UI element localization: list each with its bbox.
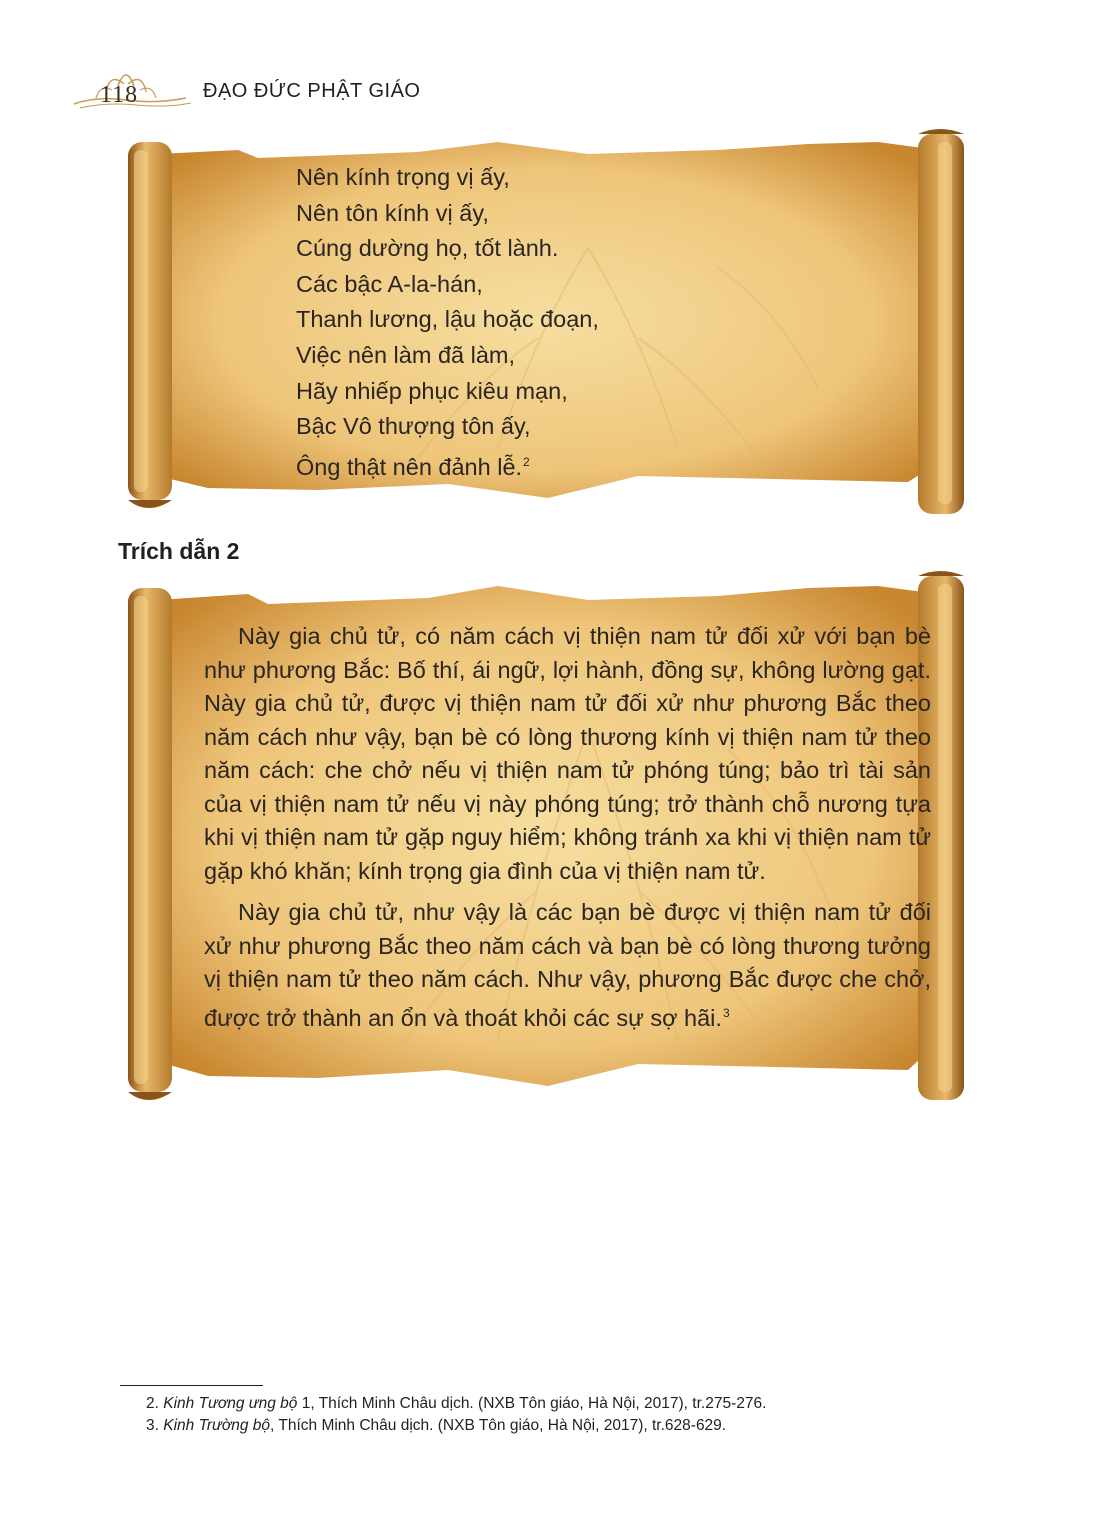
poem-line: Thanh lương, lậu hoặc đoạn,	[296, 306, 599, 333]
poem-line: Các bậc A-la-hán,	[296, 270, 483, 297]
footnote-number: 3.	[146, 1417, 159, 1434]
page-number: 118	[100, 82, 139, 108]
footnote-text: 1, Thích Minh Châu dịch. (NXB Tôn giáo, Hà Nội, 2017), tr.275-276.	[297, 1395, 767, 1412]
section-heading: Trích dẫn 2	[118, 538, 240, 564]
footnotes	[146, 1393, 766, 1437]
poem-line: Nên kính trọng vị ấy,	[296, 164, 510, 190]
footnote-title: Kinh Tương ưng bộ	[163, 1395, 298, 1412]
quote-paragraph: Này gia chủ tử, có năm cách vị thiện nam tử đối xử với bạn bè như phương Bắc: Bố thí, ái ngữ, lợi hành, đồng sự, không lường gạt. Này gia chủ tử, được vị thiện nam tử đối xử như phương Bắc theo năm cách như vậy, bạn bè có lòng thương kính vị thiện nam tử theo năm cách: che chở nếu vị thiện nam tử phóng túng; bảo trì tài sản của vị thiện nam tử nếu vị này phóng túng; trở thành chỗ nương tựa khi vị thiện nam tử gặp nguy hiểm; không tránh xa khi vị thiện nam tử gặp khó khăn; kính trọng gia đình của vị thiện nam tử.	[204, 623, 931, 884]
footnote-divider	[120, 1385, 263, 1386]
footnote-item	[146, 1393, 766, 1415]
poem-line: Nên tôn kính vị ấy,	[296, 199, 489, 226]
parchment-scroll-1	[118, 128, 984, 518]
poem-line: Việc nên làm đã làm,	[296, 341, 516, 368]
quote-text	[204, 620, 931, 1043]
footnote-ref[interactable]: 2	[523, 454, 530, 469]
quote-paragraph-last	[204, 896, 931, 1035]
poem-line: Hãy nhiếp phục kiêu mạn,	[296, 377, 568, 404]
poem-line: Ông thật nên đảnh lễ.	[296, 453, 523, 480]
page-header	[66, 58, 486, 118]
parchment-scroll-2	[118, 570, 984, 1110]
quote-paragraph: Này gia chủ tử, như vậy là các bạn bè được vị thiện nam tử đối xử như phương Bắc theo năm cách và bạn bè có lòng thương tưởng vị thiện nam tử theo năm cách. Như vậy, phương Bắc được che chở, được trở thành an ổn và thoát khỏi các sự sợ hãi.	[204, 899, 931, 1031]
footnote-number: 2.	[146, 1395, 159, 1412]
poem-line-last	[296, 445, 599, 486]
poem-verse	[296, 160, 599, 485]
footnote-title: Kinh Trường bộ	[163, 1417, 271, 1434]
poem-line: Cúng dường họ, tốt lành.	[296, 235, 559, 262]
footnote-text: , Thích Minh Châu dịch. (NXB Tôn giáo, Hà Nội, 2017), tr.628-629.	[270, 1417, 727, 1434]
book-title: ĐẠO ĐỨC PHẬT GIÁO	[203, 80, 421, 102]
footnote-ref[interactable]: 3	[722, 1005, 730, 1020]
footnote-item	[146, 1415, 766, 1437]
poem-line: Bậc Vô thượng tôn ấy,	[296, 413, 531, 440]
